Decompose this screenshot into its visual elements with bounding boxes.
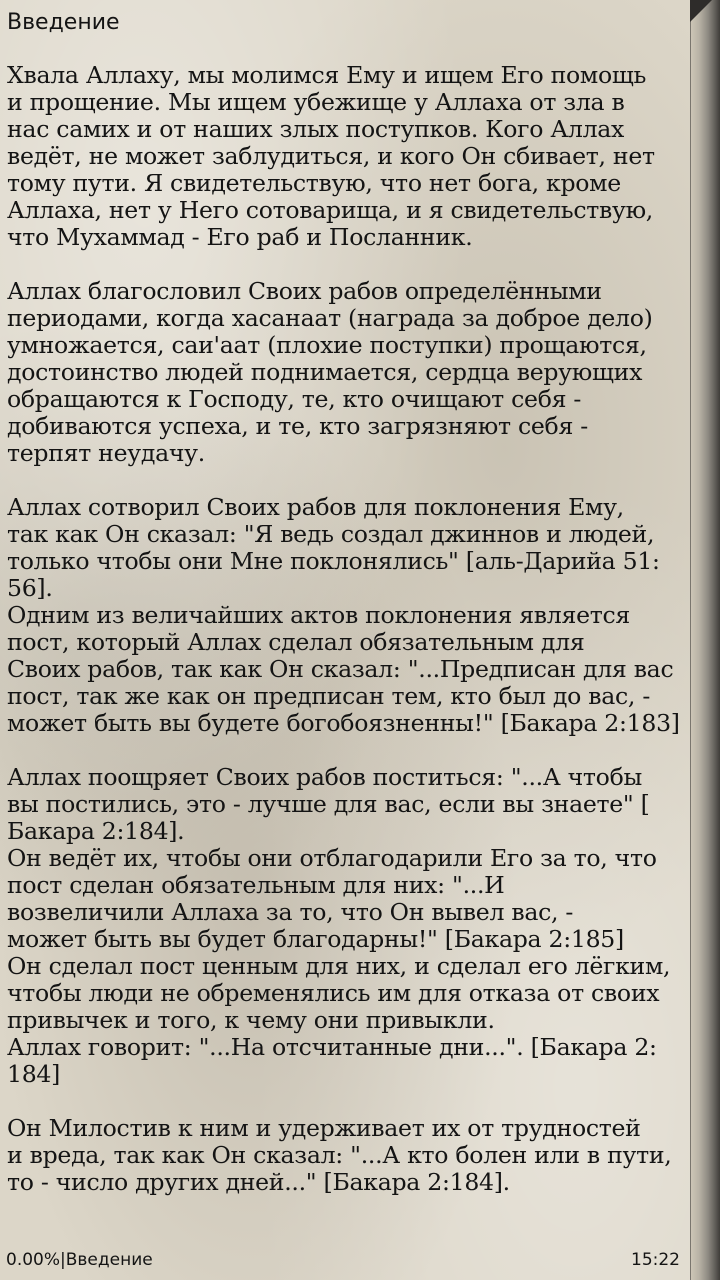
text-line: 184] [7, 1060, 61, 1088]
page-curl-edge[interactable] [690, 0, 720, 1280]
text-line: Бакара 2:184]. [7, 817, 185, 845]
text-line: достоинство людей поднимается, сердца верующих [7, 358, 643, 386]
paragraph-1 [7, 62, 690, 251]
text-line: ведёт, не может заблудиться, и кого Он сбивает, нет [7, 142, 655, 170]
paragraph-5 [7, 1115, 690, 1196]
text-line: 56]. [7, 574, 53, 602]
text-line: что Мухаммад - Его раб и Посланник. [7, 223, 473, 251]
progress-percent: 0.00% [6, 1250, 61, 1270]
text-line: чтобы люди не обременялись им для отказа от своих [7, 979, 660, 1007]
text-line: обращаются к Господу, те, кто очищают себя - [7, 385, 582, 413]
text-line: пост, который Аллах сделал обязательным для [7, 628, 585, 656]
page-fold-corner [690, 0, 712, 22]
text-line: добиваются успеха, и те, кто загрязняют себя - [7, 412, 588, 440]
status-bar [0, 1248, 690, 1272]
text-line: привычек и того, к чему они привыкли. [7, 1006, 495, 1034]
text-line: Аллах поощряет Своих рабов поститься: "...А чтобы [7, 763, 642, 791]
text-line: Аллаха, нет у Него сотоварища, и я свидетельствую, [7, 196, 654, 224]
text-line: Аллах говорит: "...На отсчитанные дни...". [Бакара 2: [7, 1033, 657, 1061]
text-line: вы постились, это - лучше для вас, если вы знаете" [ [7, 790, 650, 818]
paragraph-4 [7, 764, 690, 1088]
text-line: терпят неудачу. [7, 439, 205, 467]
status-chapter: Введение [65, 1250, 153, 1270]
text-line: Аллах сотворил Своих рабов для поклонения Ему, [7, 493, 624, 521]
page-edge-line [690, 0, 691, 1280]
paragraph-3 [7, 494, 690, 737]
text-line: периодами, когда хасанаат (награда за доброе дело) [7, 304, 653, 332]
book-text[interactable] [7, 62, 690, 1196]
text-line: Своих рабов, так как Он сказал: "...Предписан для вас [7, 655, 674, 683]
status-separator: | [60, 1250, 66, 1270]
paragraph-2 [7, 278, 690, 467]
text-line: Он Милостив к ним и удерживает их от трудностей [7, 1114, 641, 1142]
text-line: пост сделан обязательным для них: "...И [7, 871, 505, 899]
text-line: то - число других дней..." [Бакара 2:184]. [7, 1168, 510, 1196]
text-line: может быть вы будете богобоязненны!" [Бакара 2:183] [7, 709, 680, 737]
text-line: так как Он сказал: "Я ведь создал джиннов и людей, [7, 520, 655, 548]
clock: 15:22 [631, 1250, 680, 1270]
text-line: может быть вы будет благодарны!" [Бакара 2:185] [7, 925, 624, 953]
text-line: возвеличили Аллаха за то, что Он вывел вас, - [7, 898, 574, 926]
text-line: умножается, саи'аат (плохие поступки) прощаются, [7, 331, 647, 359]
text-line: и прощение. Мы ищем убежище у Аллаха от зла в [7, 88, 625, 116]
text-line: Он сделал пост ценным для них, и сделал его лёгким, [7, 952, 671, 980]
text-line: Аллах благословил Своих рабов определёнными [7, 277, 602, 305]
text-line: тому пути. Я свидетельствую, что нет бога, кроме [7, 169, 621, 197]
text-line: и вреда, так как Он сказал: "...А кто болен или в пути, [7, 1141, 672, 1169]
text-line: Одним из величайших актов поклонения является [7, 601, 630, 629]
text-line: только чтобы они Мне поклонялись" [аль-Дарийа 51: [7, 547, 660, 575]
text-line: Он ведёт их, чтобы они отблагодарили Его за то, что [7, 844, 657, 872]
chapter-title: Введение [7, 10, 120, 35]
text-line: пост, так же как он предписан тем, кто был до вас, - [7, 682, 650, 710]
text-line: Хвала Аллаху, мы молимся Ему и ищем Его помощь [7, 61, 647, 89]
text-line: нас самих и от наших злых поступков. Кого Аллах [7, 115, 625, 143]
reading-progress [6, 1248, 153, 1272]
